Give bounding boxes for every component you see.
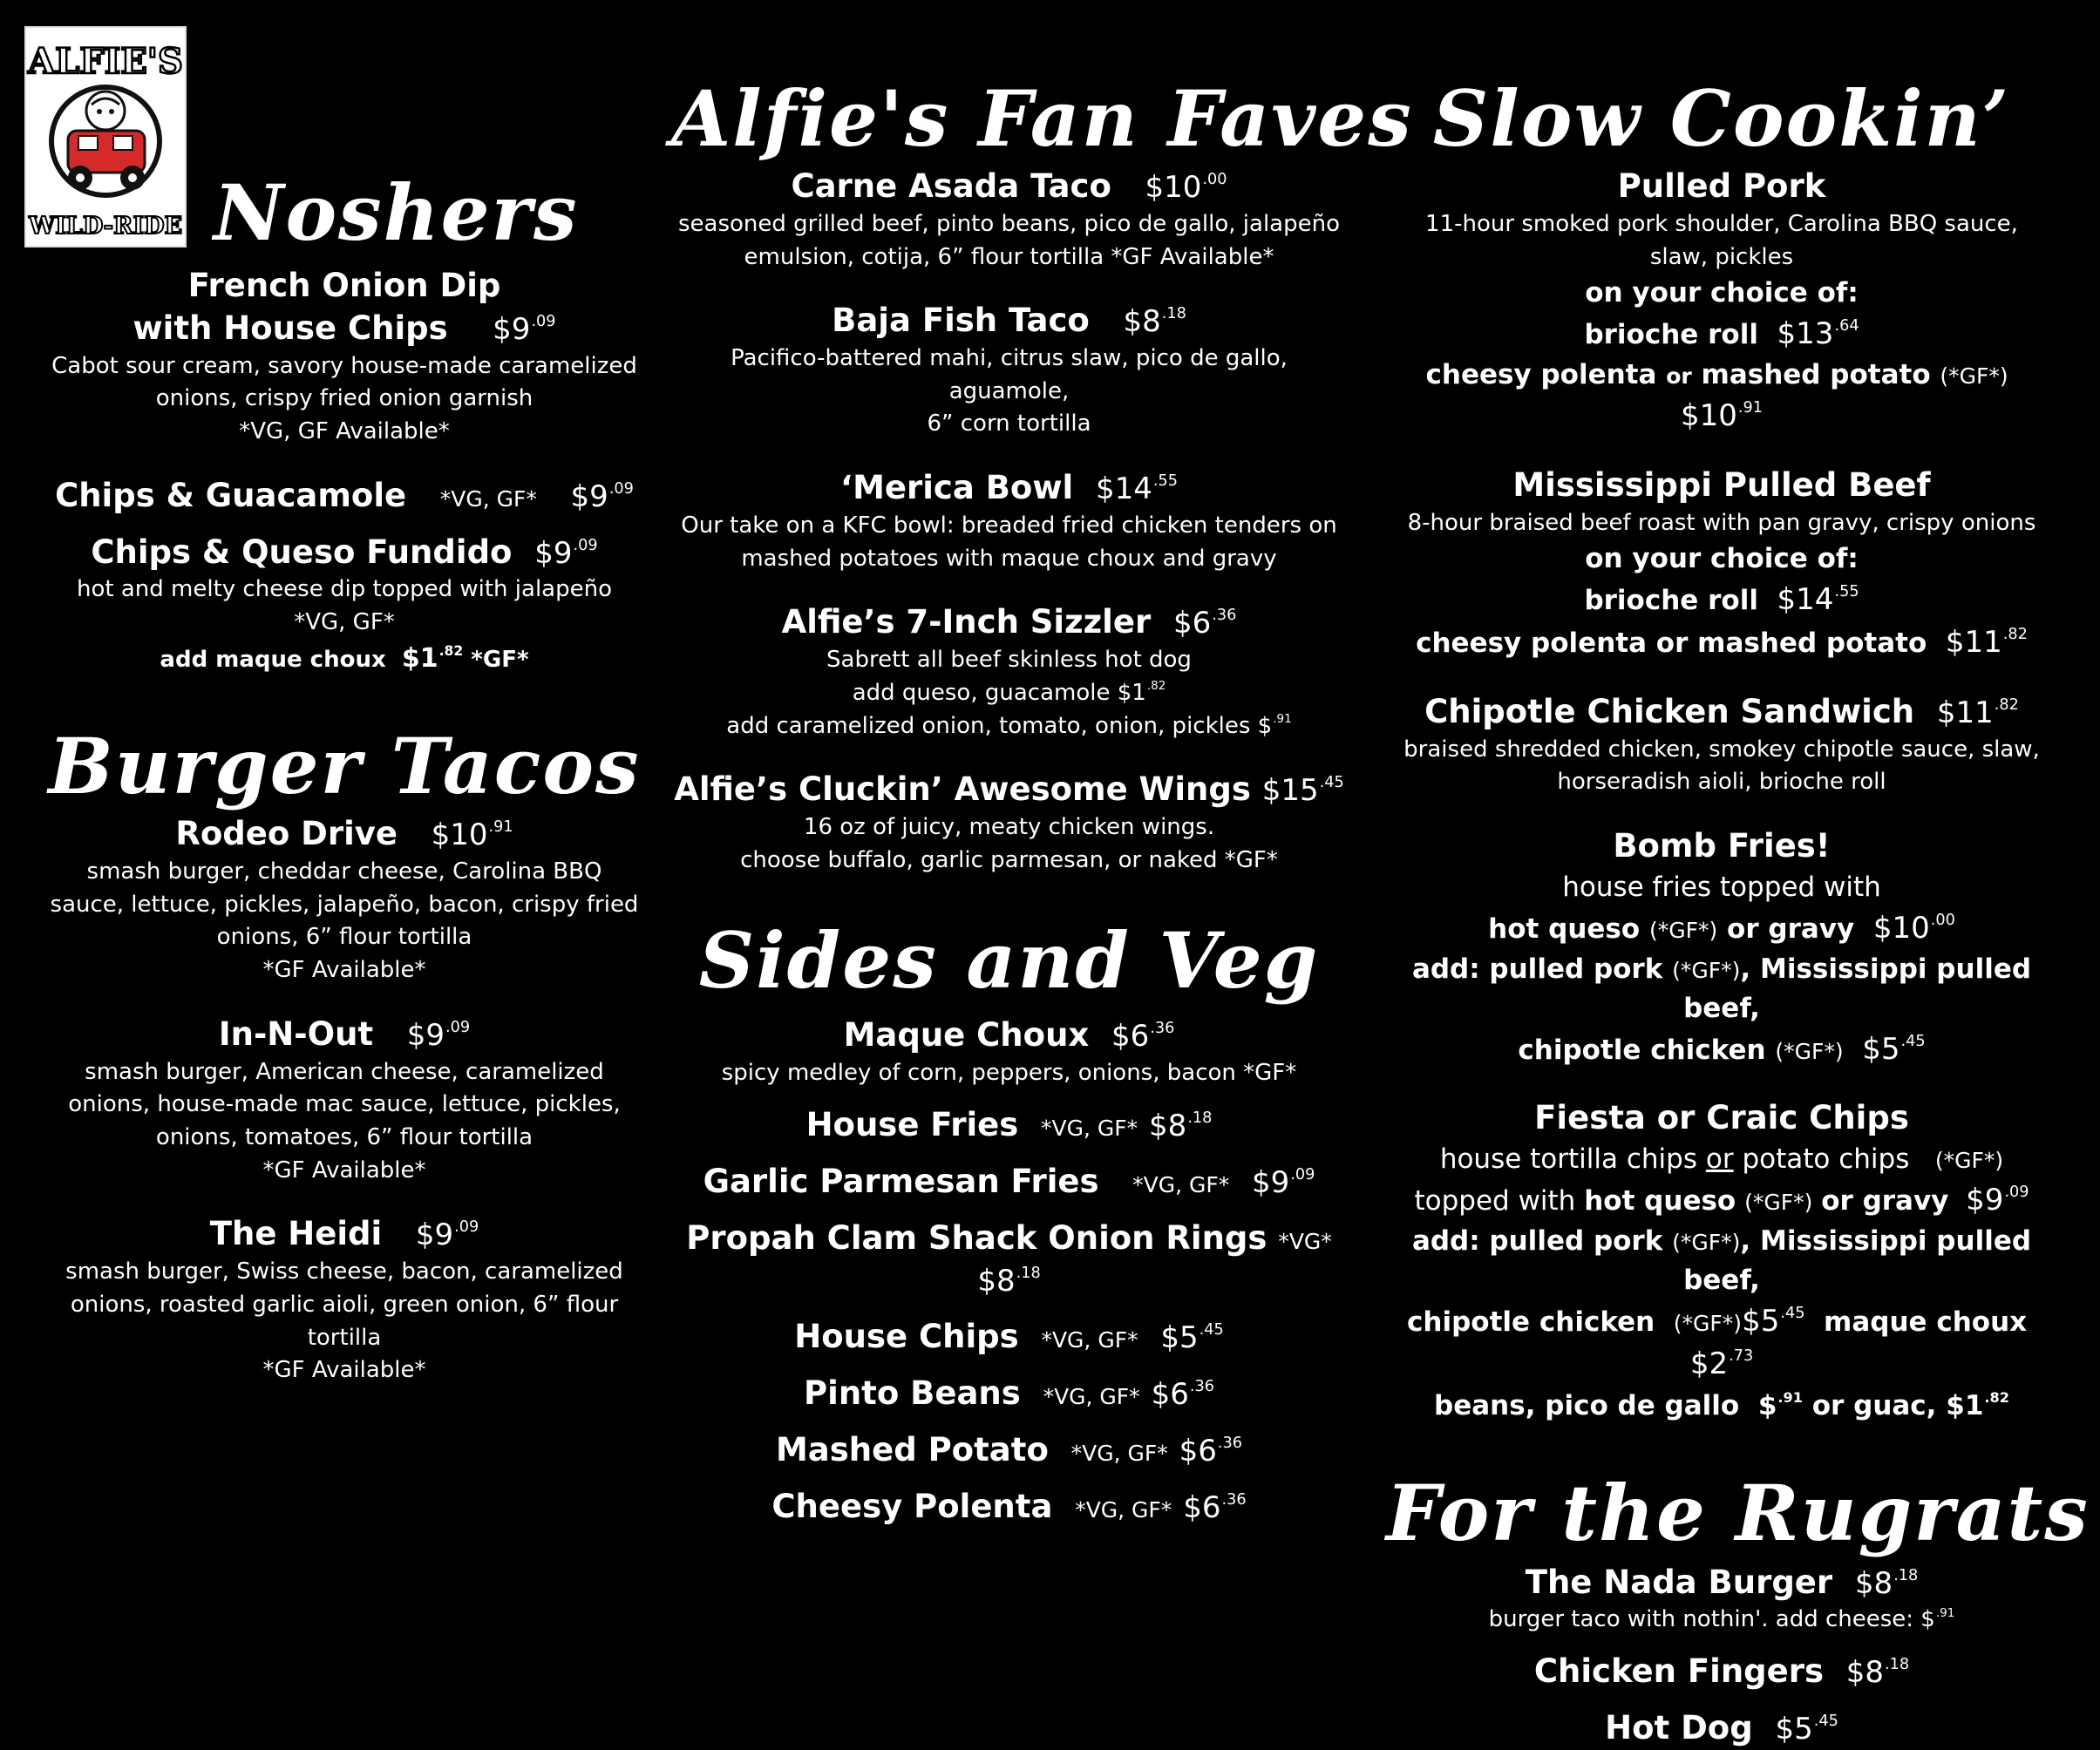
item-desc: emulsion, cotija, 6” flour tortilla *GF Available* — [744, 243, 1274, 270]
menu-item-nada-burger — [1386, 1562, 2057, 1638]
menu-item-baja-fish-taco — [671, 300, 1347, 441]
item-price: $\$5^{.45}$ — [1775, 1711, 1838, 1747]
noshers-title: Noshers — [214, 167, 579, 258]
item-desc: seasoned grilled beef, pinto beans, pico de gallo, jalapeño — [677, 210, 1340, 237]
menu-item-chips-queso — [48, 532, 641, 678]
item-price: $\$6^{.36}$ — [1151, 1377, 1214, 1413]
item-desc: 8-hour braised beef roast with pan gravy, crispy onions — [1407, 509, 2036, 536]
item-name: Garlic Parmesan Fries — [703, 1162, 1099, 1200]
menu-item-maque-choux — [671, 1014, 1347, 1090]
item-name: Chips & Queso Fundido — [91, 532, 513, 571]
item-name: Rodeo Drive — [175, 815, 398, 853]
menu-item-chicken-fingers — [1386, 1651, 2057, 1693]
item-desc: Pacifico-battered mahi, citrus slaw, pico de gallo, aguamole, — [731, 345, 1288, 404]
item-desc: onions, roasted garlic aioli, green onion, 6” flour — [70, 1291, 619, 1318]
item-desc: Our take on a KFC bowl: breaded fried chicken tenders on — [681, 512, 1337, 539]
item-name: In-N-Out — [218, 1014, 374, 1053]
item-desc: onions, tomatoes, 6” flour tortilla — [155, 1124, 533, 1151]
item-desc: *GF Available* — [262, 1156, 426, 1184]
item-desc: *GF Available* — [262, 1357, 426, 1384]
item-name: House Fries — [805, 1105, 1019, 1143]
item-price: $\$8^{.18}$ — [977, 1264, 1041, 1299]
menu-item-rodeo-drive — [48, 813, 641, 987]
item-desc: house fries topped with — [1562, 871, 1881, 903]
addon-price: $\$1^{.82}$ — [401, 642, 464, 674]
sides-title: Sides and Veg — [698, 915, 1320, 1007]
item-desc: smash burger, American cheese, caramelized — [85, 1058, 604, 1085]
burger-tacos-title: Burger Tacos — [48, 721, 641, 812]
item-desc: add caramelized onion, tomato, onion, pickles \$$^{.91}$ — [726, 712, 1292, 739]
item-name: Carne Asada Taco — [791, 167, 1111, 205]
item-name: Hot Dog — [1605, 1708, 1753, 1747]
menu-item-in-n-out — [48, 1014, 641, 1188]
item-desc: choose buffalo, garlic parmesan, or naked *GF* — [740, 846, 1278, 873]
menu-item-hot-dog — [1386, 1707, 2057, 1750]
item-price: $\$14^{.55}$ — [1095, 471, 1178, 507]
option-polenta-mashed: cheesy polenta or mashed potato (*GF*) $\$10^{.91}$ — [1425, 359, 2008, 434]
menu-item-onion-rings: Propah Clam Shack Onion Rings *VG* $\$8^{.18}$ — [686, 1218, 1332, 1299]
menu-item-fiesta-craic-chips: Fiesta or Craic Chips house tortilla chips or potato chips (*GF*) topped with hot queso (*GF*) or gravy $\$9^{.09}$ add: pulled pork (*GF*), Mississippi pulled beef, chipotle chicken $(*GF*)\$5^{.45}$ maque choux $\$2^{.73}$ beans, pico de gallo \$$^{.91}$ or guac, $\$1^{.82}$ — [1386, 1097, 2057, 1425]
item-price: $\$9^{.09}$ — [415, 1218, 479, 1253]
item-desc: horseradish aioli, brioche roll — [1557, 769, 1886, 796]
item-price: $\$8^{.18}$ — [1845, 1655, 1910, 1691]
item-desc: onions, crispy fried onion garnish — [155, 385, 533, 412]
menu-item-house-fries: House Fries *VG, GF* $\$8^{.18}$ — [805, 1105, 1213, 1143]
item-desc: add queso, guacamole $\$1^{.82}$ — [852, 679, 1166, 706]
item-price: $\$6^{.36}$ — [1183, 1489, 1247, 1525]
option-polenta-mashed: cheesy polenta or mashed potato $\$11^{.82}$ — [1416, 625, 2028, 661]
item-name: The Heidi — [209, 1215, 383, 1253]
item-name: Pulled Pork — [1617, 167, 1826, 205]
item-desc: 11-hour smoked pork shoulder, Carolina BBQ sauce, — [1425, 210, 2018, 237]
item-name: Chicken Fingers — [1533, 1652, 1825, 1691]
item-name: Cheesy Polenta — [771, 1487, 1053, 1525]
item-price: $\$5^{.45}$ — [1160, 1320, 1224, 1356]
item-price: $\$6^{.36}$ — [1172, 606, 1237, 641]
choice-label: on your choice of: — [1585, 543, 1859, 575]
menu-item-merica-bowl — [671, 467, 1347, 575]
item-price: $\$8^{.18}$ — [1854, 1565, 1919, 1601]
item-desc: smash burger, Swiss cheese, bacon, caramelized — [65, 1258, 623, 1285]
fan-faves-title: Alfie's Fan Faves — [671, 73, 1413, 164]
item-name: Alfie’s 7-Inch Sizzler — [781, 603, 1152, 641]
item-desc: onions, house-made mac sauce, lettuce, pickles, — [68, 1091, 621, 1118]
item-desc: slaw, pickles — [1649, 243, 1794, 270]
item-price: $\$15^{.45}$ — [1261, 773, 1344, 809]
item-price: $\$11^{.82}$ — [1936, 695, 2019, 730]
item-price: $\$6^{.36}$ — [1111, 1019, 1175, 1055]
item-desc: burger taco with nothin'. add cheese: \$$^{.91}$ — [1488, 1605, 1955, 1633]
item-name: Mashed Potato — [775, 1430, 1049, 1469]
item-desc: onions, 6” flour tortilla — [216, 924, 472, 951]
item-name: The Nada Burger — [1525, 1563, 1833, 1601]
item-name: ‘Merica Bowl — [840, 469, 1074, 507]
menu-item-pulled-pork — [1386, 166, 2057, 438]
logo-bottom-text: WILD-RIDE — [28, 213, 183, 240]
menu-item-french-onion-dip — [48, 265, 641, 449]
option-brioche: brioche roll $\$13^{.64}$ — [1584, 316, 1859, 352]
item-name: Propah Clam Shack Onion Rings — [686, 1218, 1267, 1257]
column-right — [1386, 0, 2090, 1750]
item-desc: braised shredded chicken, smokey chipotle sauce, slaw, — [1403, 736, 2040, 763]
item-price: $\$10^{.91}$ — [431, 817, 513, 853]
item-name: Baja Fish Taco — [832, 302, 1090, 340]
item-price: $\$9^{.09}$ — [570, 478, 634, 514]
item-price: $\$9^{.09}$ — [1252, 1164, 1315, 1200]
item-name: House Chips — [794, 1318, 1019, 1356]
item-price: $\$10^{.00}$ — [1145, 170, 1227, 205]
item-desc: tortilla — [307, 1324, 382, 1351]
column-left — [48, 0, 641, 1387]
rugrats-title: For the Rugrats — [1386, 1467, 2090, 1558]
item-desc: 16 oz of juicy, meaty chicken wings. — [803, 814, 1215, 841]
item-desc: *GF Available* — [262, 957, 426, 984]
item-price: $\$9^{.09}$ — [534, 535, 598, 571]
item-name: Chips & Guacamole — [55, 476, 407, 514]
item-name: Bomb Fries! — [1613, 826, 1831, 865]
item-name: Alfie’s Cluckin’ Awesome Wings — [674, 770, 1251, 809]
item-desc: mashed potatoes with maque choux and gravy — [741, 545, 1277, 572]
choice-label: on your choice of: — [1585, 277, 1859, 309]
menu-item-sizzler — [671, 601, 1347, 743]
menu-item-wings — [671, 769, 1347, 877]
item-name: Fiesta or Craic Chips — [1534, 1099, 1909, 1137]
item-price: $\$8^{.18}$ — [1149, 1108, 1213, 1143]
item-desc: *VG, GF* — [294, 609, 395, 636]
item-name: Mississippi Pulled Beef — [1512, 465, 1931, 504]
menu-item-carne-asada-taco — [671, 166, 1347, 274]
menu-item-house-chips: House Chips *VG, GF* $\$5^{.45}$ — [794, 1318, 1224, 1356]
menu-item-cheesy-polenta: Cheesy Polenta *VG, GF* $\$6^{.36}$ — [771, 1487, 1247, 1525]
item-desc: Cabot sour cream, savory house-made caramelized — [51, 352, 637, 379]
item-desc: sauce, lettuce, pickles, jalapeño, bacon, crispy fried — [50, 891, 639, 918]
logo-top-text: ALFIE'S — [28, 41, 183, 82]
menu-item-garlic-parmesan-fries: Garlic Parmesan Fries *VG, GF* $\$9^{.09}$ — [703, 1162, 1315, 1200]
menu-item-chipotle-chicken-sandwich — [1386, 691, 2057, 799]
menu-item-chips-guacamole — [48, 475, 641, 518]
item-note: *VG, GF* — [439, 485, 537, 512]
item-desc: *VG, GF Available* — [239, 418, 450, 445]
item-addon: add maque choux $\$1^{.82}$ *GF* — [160, 642, 529, 674]
item-price: $\$6^{.36}$ — [1179, 1433, 1243, 1469]
slow-cookin-title: Slow Cookin’ — [1432, 73, 2011, 164]
option-brioche: brioche roll $\$14^{.55}$ — [1584, 582, 1859, 618]
item-name: Maque Choux — [843, 1016, 1090, 1055]
menu-item-the-heidi — [48, 1213, 641, 1387]
item-name: French Onion Dip — [187, 267, 501, 304]
item-price: $\$8^{.18}$ — [1123, 304, 1186, 340]
menu-item-mississippi-pulled-beef — [1386, 465, 2057, 665]
item-desc: smash burger, cheddar cheese, Carolina BBQ — [86, 858, 602, 885]
column-middle — [671, 0, 1413, 1529]
menu-item-pinto-beans: Pinto Beans *VG, GF* $\$6^{.36}$ — [804, 1374, 1214, 1413]
item-name: Chipotle Chicken Sandwich — [1424, 692, 1915, 730]
menu-item-mashed-potato: Mashed Potato *VG, GF* $\$6^{.36}$ — [775, 1430, 1243, 1469]
item-desc: 6” corn tortilla — [927, 410, 1091, 438]
item-price: $\$9^{.09}$ — [493, 311, 556, 347]
item-desc: hot and melty cheese dip topped with jalapeño — [77, 576, 612, 603]
item-desc: Sabrett all beef skinless hot dog — [826, 647, 1192, 674]
menu-item-bomb-fries: Bomb Fries! house fries topped with hot queso (*GF*) or gravy $\$10^{.00}$ add: pulled pork (*GF*), Mississippi pulled beef, chipotle chicken (*GF*) $\$5^{.45}$ — [1386, 825, 2057, 1071]
item-name: Pinto Beans — [804, 1374, 1021, 1413]
item-desc: spicy medley of corn, peppers, onions, bacon *GF* — [721, 1060, 1297, 1087]
item-price: $\$9^{.09}$ — [406, 1017, 471, 1053]
item-name-line-2: with House Chips $\$9^{.09}$ — [133, 309, 556, 347]
